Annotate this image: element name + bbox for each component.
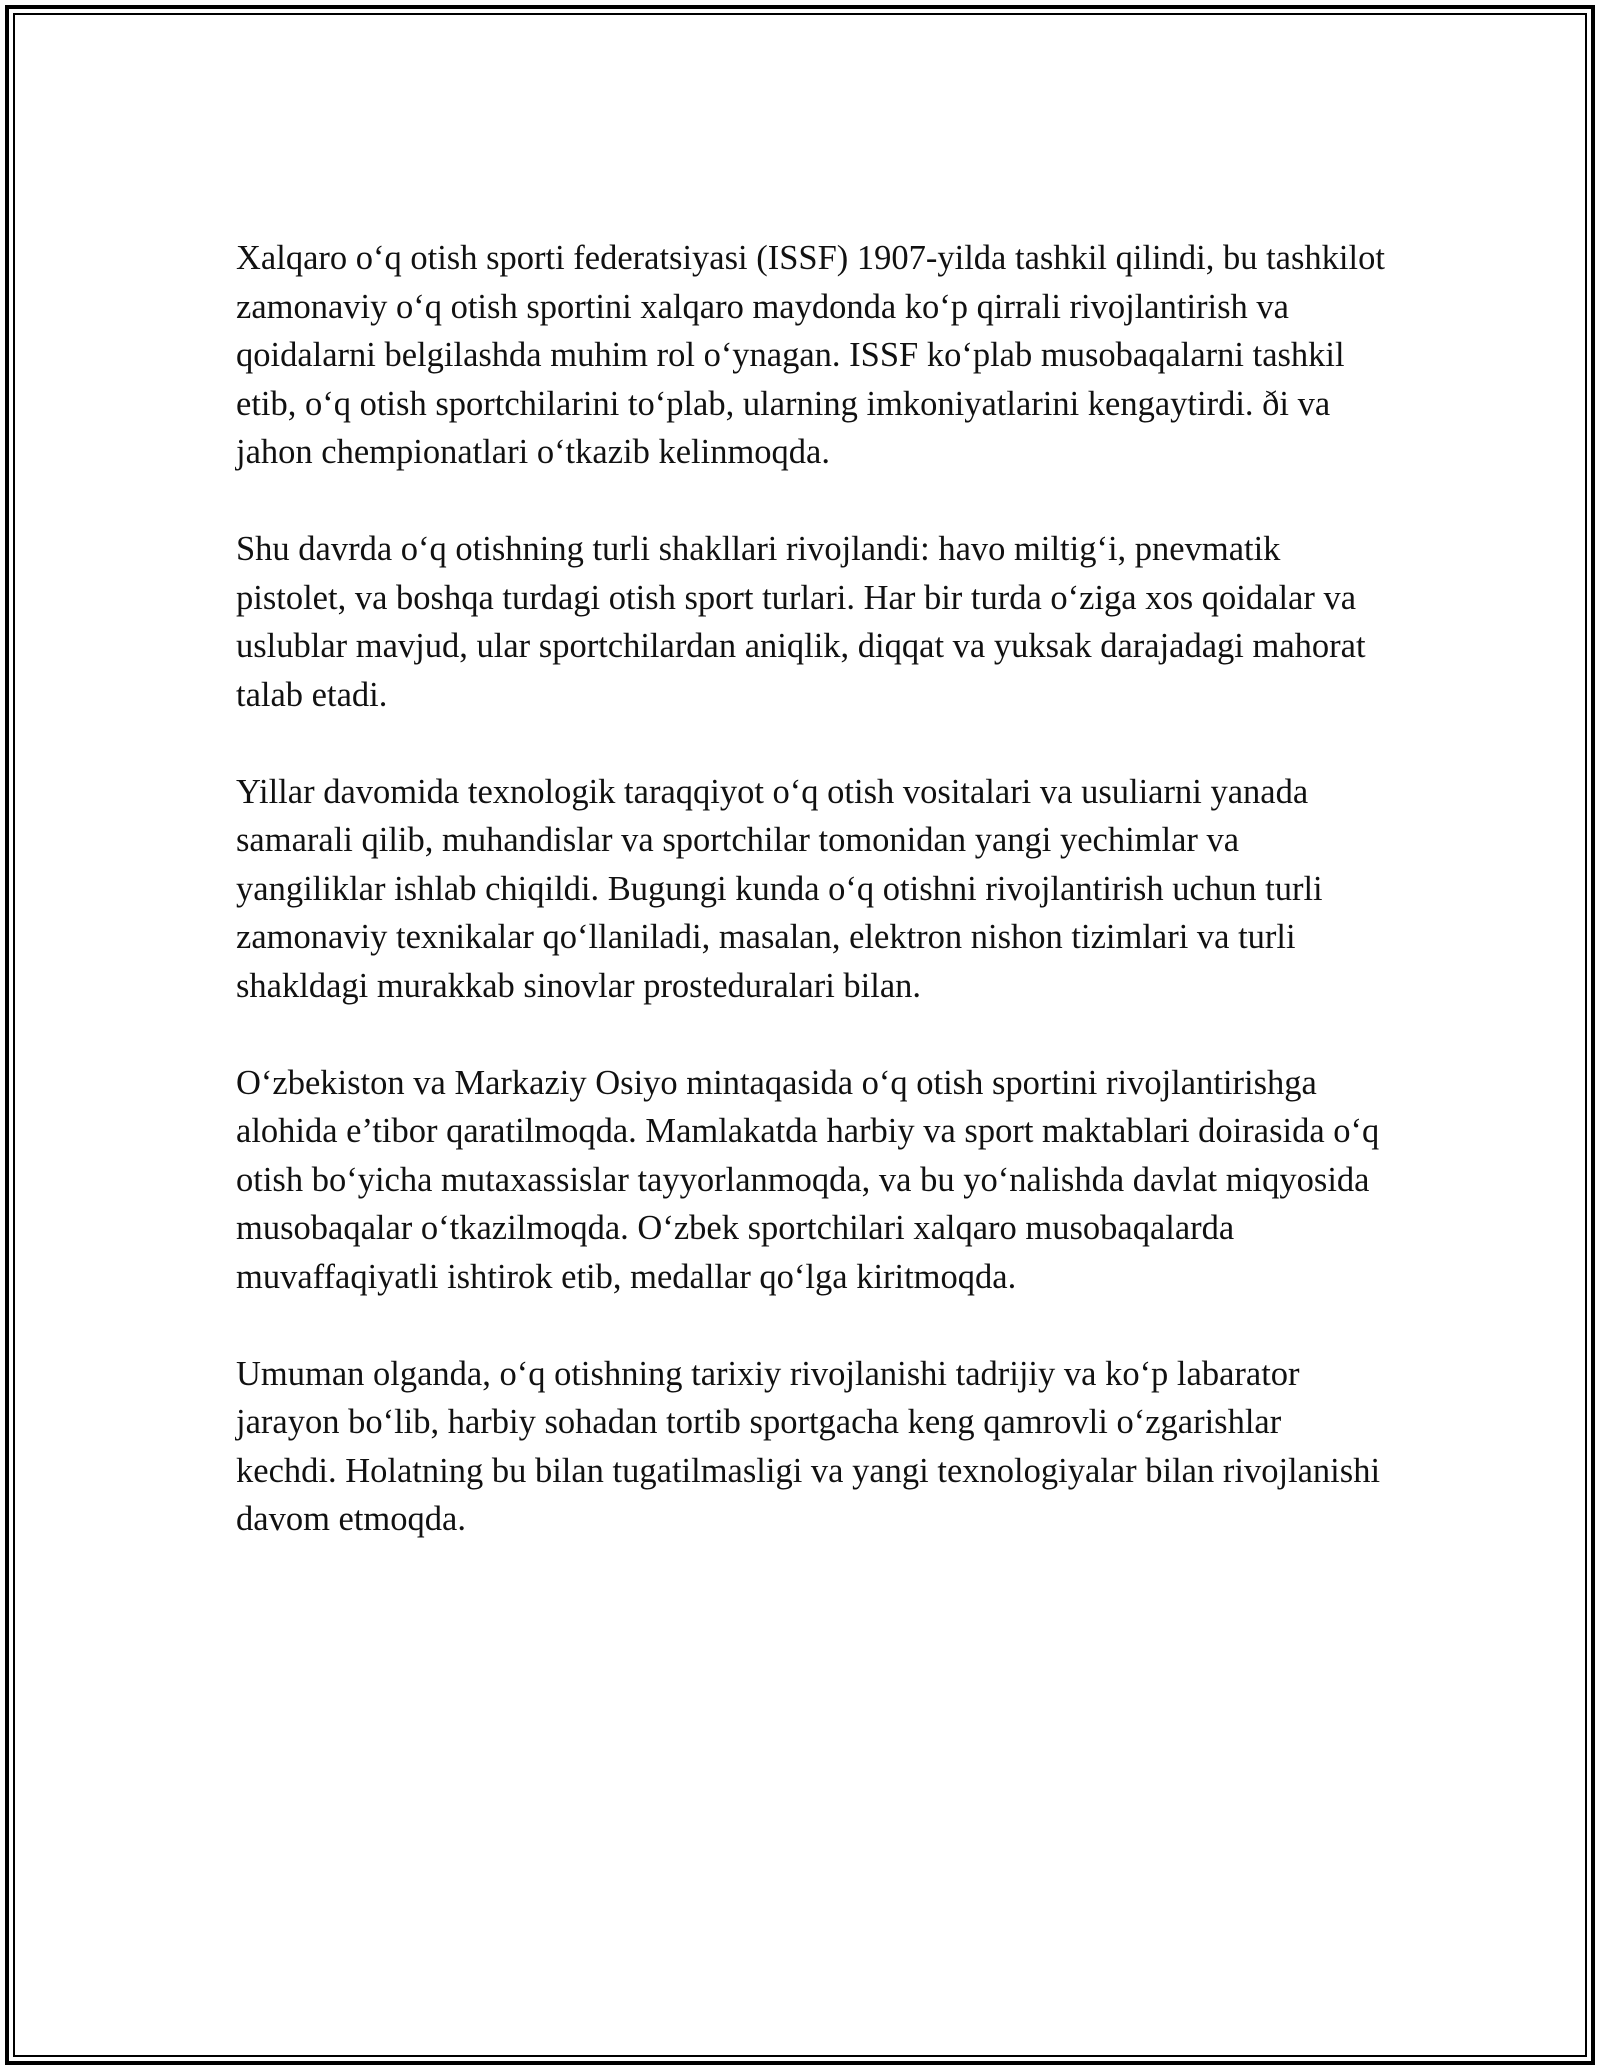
paragraph-2: Shu davrda o‘q otishning turli shakllari rivojlandi: havo miltig‘i, pnevmatik pistolet, va boshqa turdagi otish sport turlari. Har bir turda o‘ziga xos qoidalar va uslublar mavjud, ular sportchilardan aniqlik, diqqat va yuksak darajadagi mahorat talab etadi. [236,530,1366,714]
document-body [236,234,1386,1592]
paragraph-4: O‘zbekiston va Markaziy Osiyo mintaqasida o‘q otish sportini rivojlantirishga alohida e’tibor qaratilmoqda. Mamlakatda harbiy va sport maktablari doirasida o‘q otish bo‘yicha mutaxassislar tayyorlanmoqda, va bu yo‘nalishda davlat miqyosida musobaqalar o‘tkazilmoqda. O‘zbek sportchilari xalqaro musobaqalarda muvaffaqiyatli ishtirok etib, medallar qo‘lga kiritmoqda. [236,1063,1380,1296]
paragraph-1: Xalqaro o‘q otish sporti federatsiyasi (ISSF) 1907-yilda tashkil qilindi, bu tashkilot zamonaviy o‘q otish sportini xalqaro maydonda ko‘p qirrali rivojlantirish va qoidalarni belgilashda muhim rol o‘ynagan. ISSF ko‘plab musobaqalarni tashkil etib, o‘q otish sportchilarini to‘plab, ularning imkoniyatlarini kengaytirdi. ði va jahon chempionatlari o‘tkazib kelinmoqda. [236,239,1385,471]
paragraph-3: Yillar davomida texnologik taraqqiyot o‘q otish vositalari va usuliarni yanada samarali qilib, muhandislar va sportchilar tomonidan yangi yechimlar va yangiliklar ishlab chiqildi. Bugungi kunda o‘q otishni rivojlantirish uchun turli zamonaviy texnikalar qo‘llaniladi, masalan, elektron nishon tizimlari va turli shakldagi murakkab sinovlar prosteduralari bilan. [236,772,1323,1005]
paragraph-5: Umuman olganda, o‘q otishning tarixiy rivojlanishi tadrijiy va ko‘p labarator jarayon bo‘lib, harbiy sohadan tortib sportgacha keng qamrovli o‘zgarishlar kechdi. Holatning bu bilan tugatilmasligi va yangi texnologiyalar bilan rivojlanishi davom etmoqda. [236,1354,1381,1538]
